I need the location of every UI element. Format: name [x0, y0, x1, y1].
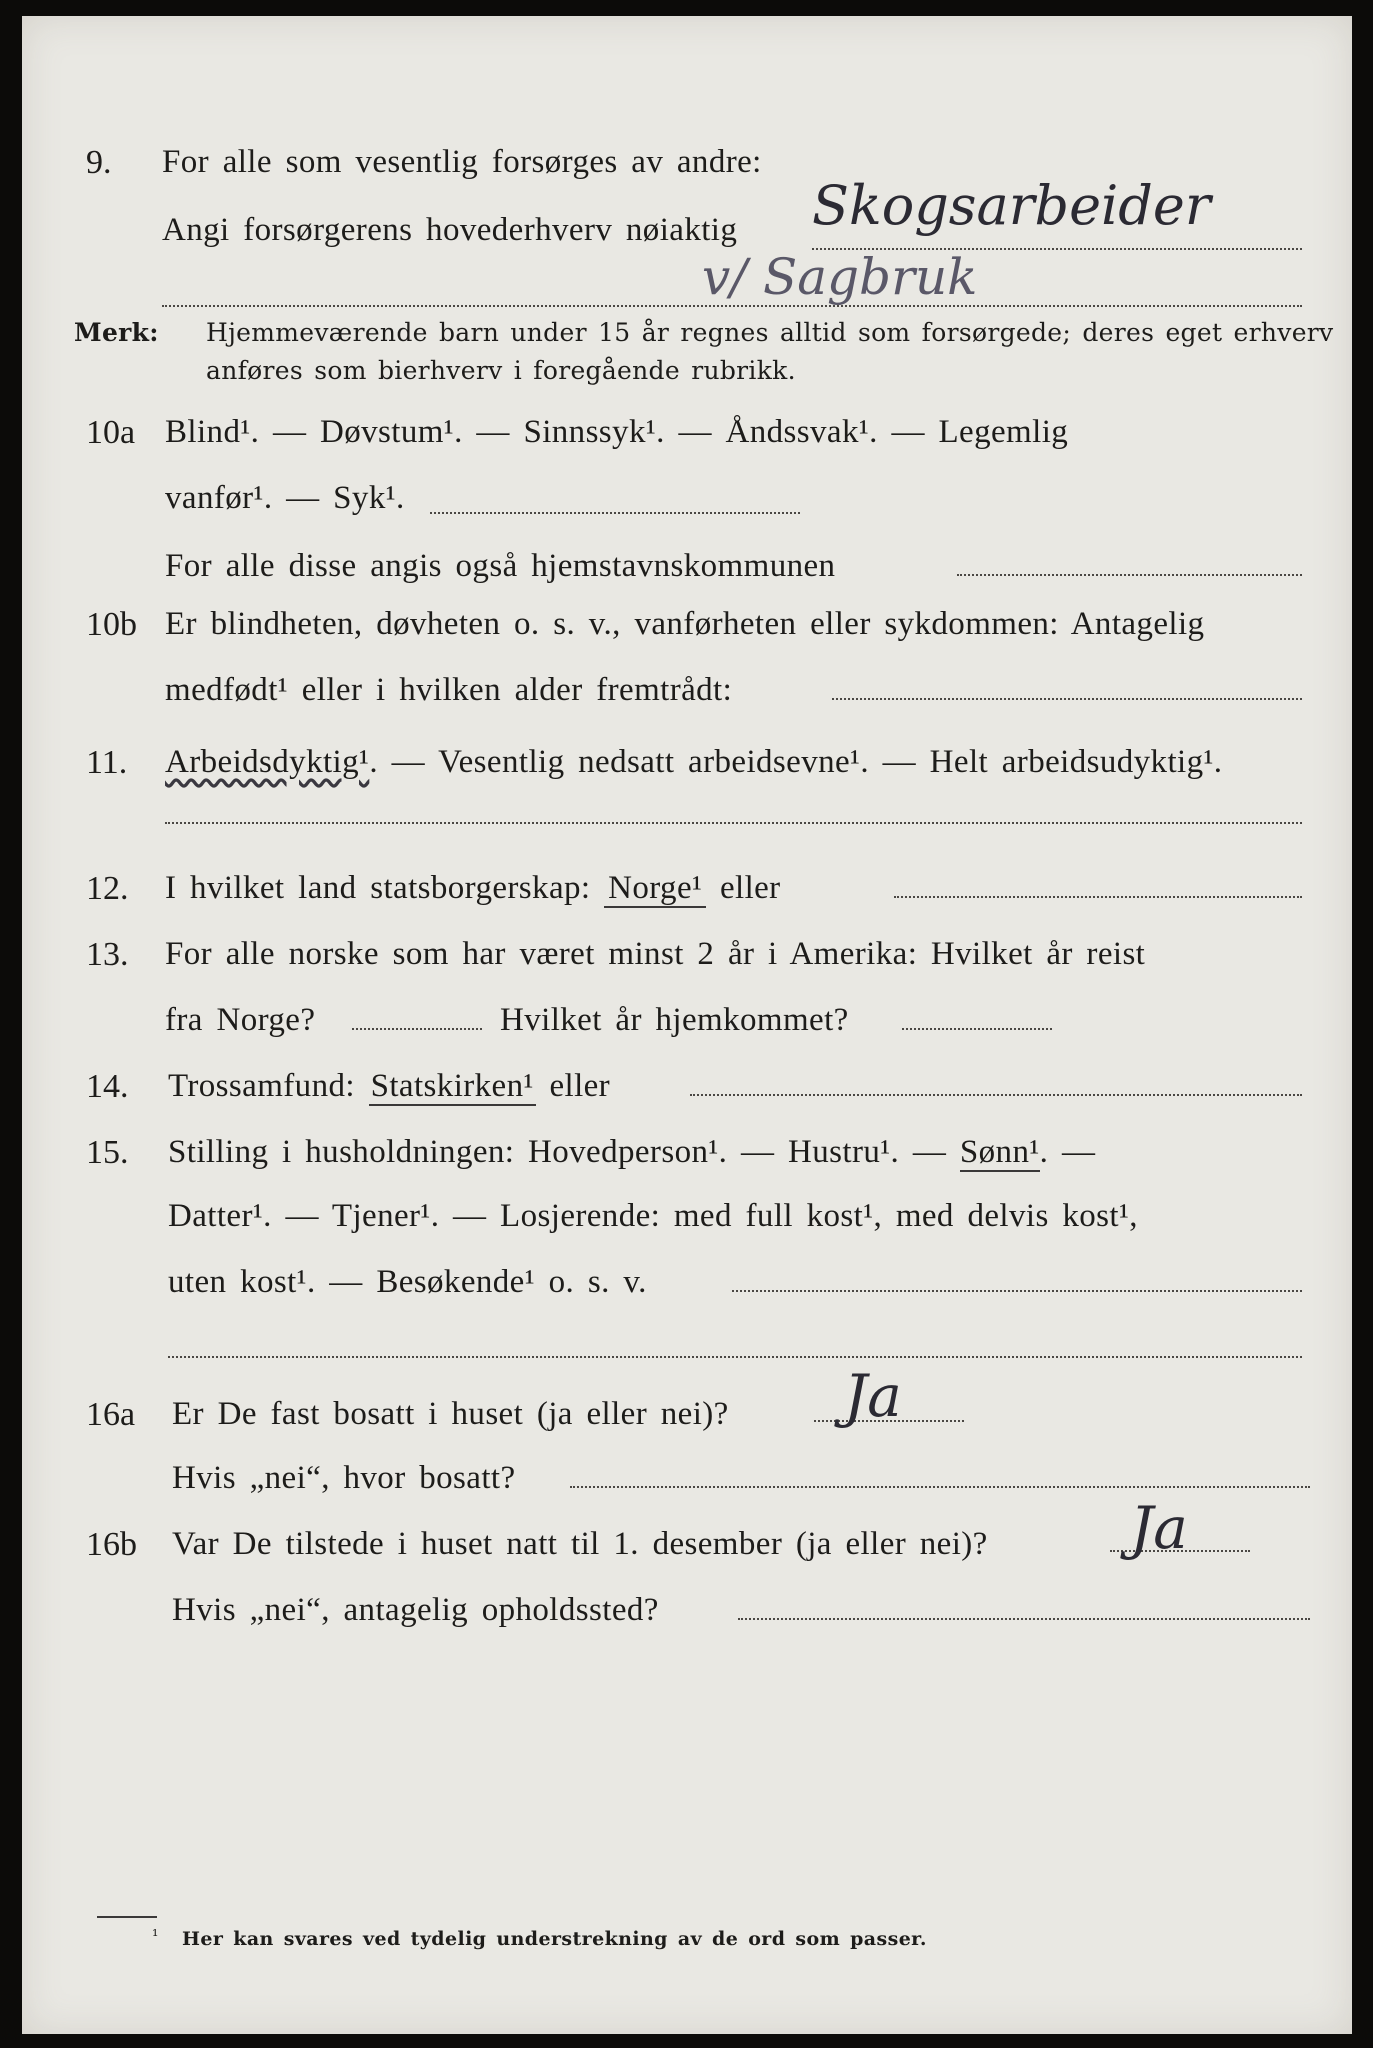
merk-line1: Hjemmeværende barn under 15 år regnes alltid som forsørgede; deres eget erhverv: [206, 318, 1334, 347]
q10b-line2: medfødt¹ eller i hvilken alder fremtrådt:: [165, 672, 733, 708]
q10a-answer-line1[interactable]: [430, 512, 800, 514]
q14-question: Trossamfund:: [168, 1068, 355, 1104]
q11-number: 11.: [86, 744, 128, 781]
q13-line1: For alle norske som har været minst 2 år i Amerika: Hvilket år reist: [165, 936, 1146, 972]
q14-number: 14.: [86, 1068, 129, 1105]
q15-answer-line2[interactable]: [168, 1356, 1302, 1358]
q13-line2b: Hvilket år hjemkommet?: [500, 1002, 849, 1038]
q15-line1-end: . —: [1039, 1134, 1096, 1170]
q12-question: I hvilket land statsborgerskap:: [165, 870, 591, 906]
q16a-line2: Hvis „nei“, hvor bosatt?: [172, 1460, 516, 1496]
q15-number: 15.: [86, 1134, 129, 1171]
q16b-answer-line2[interactable]: [738, 1618, 1310, 1620]
q12-option-norge-underlined[interactable]: Norge¹: [604, 870, 706, 908]
q16b-line2: Hvis „nei“, antagelig opholdssted?: [172, 1592, 659, 1628]
q9-number: 9.: [86, 144, 112, 181]
footnote-rule: [97, 1916, 157, 1918]
q16a-answer-line2[interactable]: [570, 1486, 1310, 1488]
q10b-line1: Er blindheten, døvheten o. s. v., vanførheten eller sykdommen: Antagelig: [165, 606, 1205, 642]
q15-line1-text: Stilling i husholdningen: Hovedperson¹. — Hustru¹. —: [168, 1134, 947, 1170]
q11-line: [165, 744, 1222, 781]
q14-answer-line[interactable]: [690, 1094, 1302, 1096]
q10a-line1: Blind¹. — Døvstum¹. — Sinnssyk¹. — Åndssvak¹. — Legemlig: [165, 414, 1069, 450]
q15-line1: [168, 1134, 1095, 1171]
q15-line2: Datter¹. — Tjener¹. — Losjerende: med full kost¹, med delvis kost¹,: [168, 1198, 1138, 1234]
q15-answer-line1[interactable]: [732, 1290, 1302, 1292]
q10b-number: 10b: [86, 606, 137, 643]
q10a-line2: vanfør¹. — Syk¹.: [165, 480, 405, 516]
q16b-handwritten-answer: Ja: [1130, 1494, 1188, 1562]
q14-or: eller: [549, 1068, 611, 1104]
q10a-line3: For alle disse angis også hjemstavnskommunen: [165, 548, 836, 584]
q11-option-arbeidsdyktig-underlined[interactable]: Arbeidsdyktig¹: [165, 744, 370, 780]
q11-rest: . — Vesentlig nedsatt arbeidsevne¹. — Helt arbeidsudyktig¹.: [369, 744, 1223, 780]
census-form-sheet: [22, 16, 1352, 2034]
q9-line1: For alle som vesentlig forsørges av andre:: [162, 144, 762, 180]
q16b-number: 16b: [86, 1526, 137, 1563]
q9-handwritten-occupation: Skogsarbeider: [812, 174, 1211, 237]
q16a-handwritten-answer: Ja: [844, 1362, 902, 1430]
q9-handwritten-workplace: v/ Sagbruk: [702, 248, 978, 306]
q16a-number: 16a: [86, 1396, 136, 1433]
q14-option-statskirken-underlined[interactable]: Statskirken¹: [370, 1068, 534, 1104]
q9-answer-line2[interactable]: [162, 305, 1302, 307]
q13-answer-reist[interactable]: [352, 1028, 482, 1030]
q11-answer-line[interactable]: [165, 822, 1302, 824]
q12-answer-line[interactable]: [894, 896, 1302, 898]
q13-number: 13.: [86, 936, 129, 973]
q14-line: [168, 1068, 610, 1105]
q9-line2: Angi forsørgerens hovederhverv nøiaktig: [162, 212, 738, 248]
footnote-mark: ¹: [152, 1926, 159, 1945]
q15-line3: uten kost¹. — Besøkende¹ o. s. v.: [168, 1264, 647, 1300]
q13-answer-hjemkommet[interactable]: [902, 1028, 1052, 1030]
q12-or: eller: [719, 870, 781, 906]
q16a-line1: Er De fast bosatt i huset (ja eller nei)?: [172, 1396, 729, 1432]
q16b-line1: Var De tilstede i huset natt til 1. desember (ja eller nei)?: [172, 1526, 988, 1562]
q12-number: 12.: [86, 870, 129, 907]
q12-line: [165, 870, 781, 907]
q15-option-sonn-underlined[interactable]: Sønn¹: [959, 1134, 1040, 1170]
q10b-answer-line[interactable]: [832, 698, 1302, 700]
merk-label: Merk:: [74, 318, 159, 347]
q13-line2a: fra Norge?: [165, 1002, 316, 1038]
footnote-text: Her kan svares ved tydelig understrekning av de ord som passer.: [182, 1928, 927, 1950]
merk-line2: anføres som bierhverv i foregående rubrikk.: [206, 356, 796, 385]
q10a-answer-line2[interactable]: [957, 574, 1302, 576]
q10a-number: 10a: [86, 414, 136, 451]
